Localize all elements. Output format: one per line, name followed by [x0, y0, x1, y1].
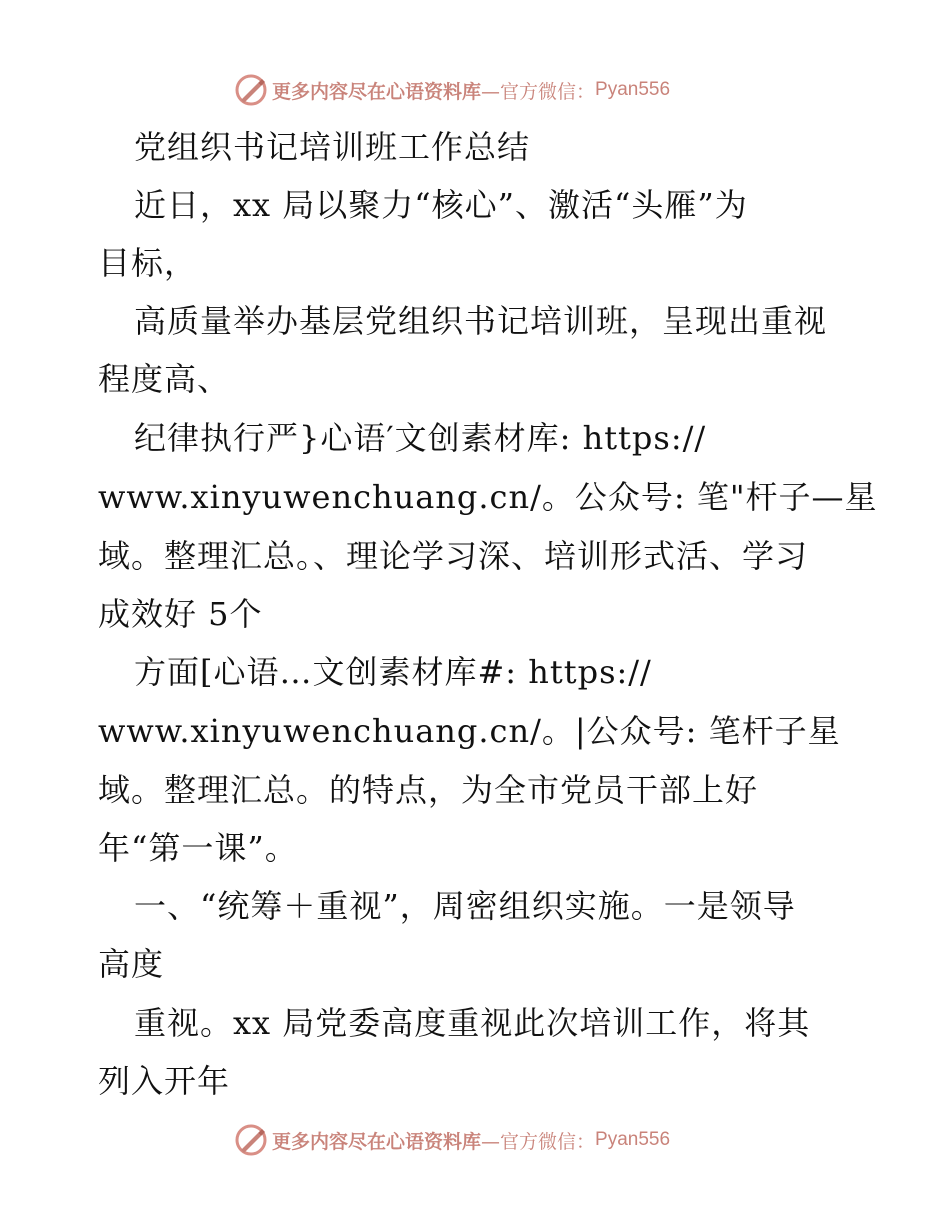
paragraph-line: 成效好 5个: [98, 595, 263, 633]
document-title: 党组织书记培训班工作总结: [134, 128, 531, 166]
watermark-bottom: [234, 1122, 670, 1158]
watermark-sub-text: —官方微信：: [481, 1130, 596, 1153]
paragraph-line: 纪律执行严}心语′文创素材库: https://: [134, 419, 707, 457]
section-heading-line: 一、“统筹＋重视”，周密组织实施。一是领导: [134, 887, 796, 925]
watermark-id-text: Pyan556: [595, 79, 671, 100]
paragraph-line: 高度: [98, 945, 165, 983]
pen-logo-icon: [234, 1123, 268, 1157]
paragraph-line: 高质量举办基层党组织书记培训班，呈现出重视: [134, 302, 828, 340]
pen-logo-icon: [234, 73, 268, 107]
paragraph-line: 程度高、: [98, 360, 231, 398]
paragraph-line: 列入开年: [98, 1062, 231, 1100]
watermark-main-text: 更多内容尽在心语资料库: [272, 1130, 482, 1153]
watermark-sub-text: —官方微信：: [481, 80, 596, 103]
paragraph-line: 年“第一课”。: [98, 829, 298, 867]
paragraph-line: www.xinyuwenchuang.cn/。公众号: 笔"杆子—星: [98, 478, 878, 516]
paragraph-line: 重视。xx 局党委高度重视此次培训工作，将其: [134, 1004, 811, 1042]
paragraph-line: www.xinyuwenchuang.cn/。|公众号: 笔杆子星: [98, 712, 841, 750]
watermark-id-text: Pyan556: [595, 1129, 671, 1150]
watermark-top: [234, 72, 670, 108]
paragraph-line: 域。整理汇总。的特点，为全市党员干部上好: [98, 771, 759, 809]
paragraph-line: 近日，xx 局以聚力“核心”、激活“头雁”为: [134, 186, 748, 224]
watermark-main-text: 更多内容尽在心语资料库: [272, 80, 482, 103]
paragraph-line: 目标，: [98, 244, 198, 282]
paragraph-line: 域。整理汇总。、理论学习深、培训形式活、学习: [98, 537, 809, 575]
paragraph-line: 方面[心语…文创素材库#: https://: [134, 653, 652, 691]
